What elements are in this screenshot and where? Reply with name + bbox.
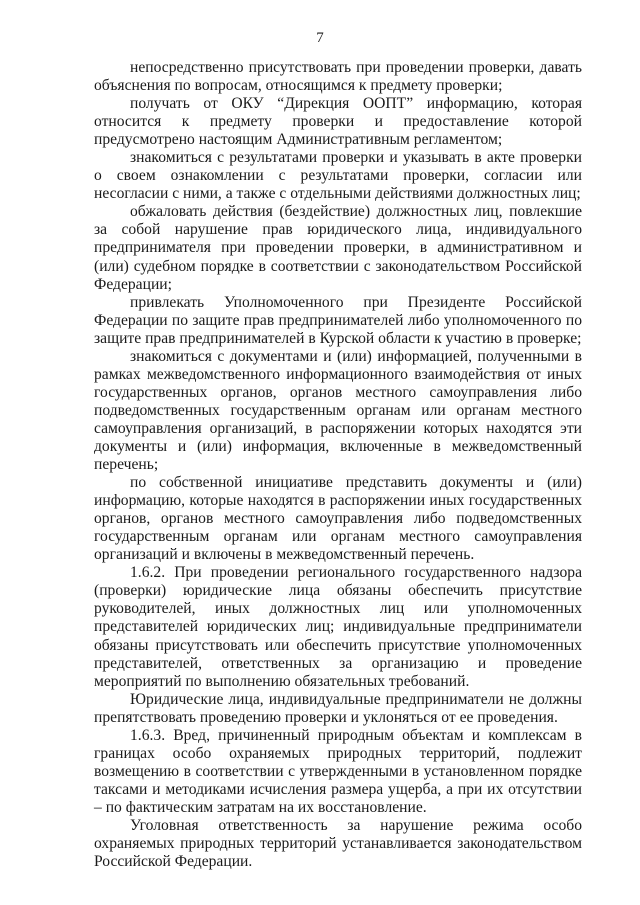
- paragraph-no-obstruction: Юридические лица, индивидуальные предприниматели не должны препятствовать проведению проверки и уклоняться от ее проведения.: [94, 690, 582, 726]
- paragraph-section-1-6-2: 1.6.2. При проведении регионального государственного надзора (проверки) юридические лица обязаны обеспечить присутствие руководителей, иных должностных лиц или уполномоченных представителей юридических лиц; индивидуальные предприниматели обязаны присутствовать или обеспечить присутствие уполномоченных представителей, ответственных за организацию и проведение мероприятий по выполнению обязательных требований.: [94, 564, 582, 690]
- paragraph-section-1-6-3: 1.6.3. Вред, причиненный природным объектам и комплексам в границах особо охраняемых природных территорий, подлежит возмещению в соответствии с утвержденными в установленном порядке таксами и методиками исчисления размера ущерба, а при их отсутствии – по фактическим затратам на их восстановление.: [94, 726, 582, 816]
- paragraph-right-receive-information: получать от ОКУ “Дирекция ООПТ” информацию, которая относится к предмету проверки и предоставление которой предусмотрено настоящим Административным регламентом;: [94, 95, 582, 149]
- paragraph-criminal-liability: Уголовная ответственность за нарушение режима особо охраняемых природных территорий устанавливается законодательством Российской Федерации.: [94, 816, 582, 871]
- paragraph-right-involve-ombudsman: привлекать Уполномоченного при Президенте Российской Федерации по защите прав предпринимателей либо уполномоченного по защите прав предпринимателей в Курской области к участию в проверке;: [94, 293, 582, 347]
- paragraph-right-review-documents: знакомиться с документами и (или) информацией, полученными в рамках межведомственного информационного взаимодействия от иных государственных органов, органов местного самоуправления либо подведомственных государственным органам или органам местного самоуправления организаций, в распоряжении которых находятся эти документы и (или) информация, включенные в межведомственный перечень;: [94, 347, 582, 474]
- paragraph-right-submit-documents: по собственной инициативе представить документы и (или) информацию, которые находятся в распоряжении иных государственных органов, органов местного самоуправления либо подведомственных государственным органам или органам местного самоуправления организаций и включены в межведомственный перечень.: [94, 474, 582, 564]
- document-body: [94, 59, 582, 871]
- paragraph-right-appeal: обжаловать действия (бездействие) должностных лиц, повлекшие за собой нарушение прав юридического лица, индивидуального предпринимателя при проведении проверки, в административном и (или) судебном порядке в соответствии с законодательством Российской Федерации;: [94, 203, 582, 293]
- paragraph-right-review-results: знакомиться с результатами проверки и указывать в акте проверки о своем ознакомлении с результатами проверки, согласии или несогласии с ними, а также с отдельными действиями должностных лиц;: [94, 149, 582, 203]
- page-number: 7: [316, 30, 324, 46]
- paragraph-right-be-present: непосредственно присутствовать при проведении проверки, давать объяснения по вопросам, относящимся к предмету проверки;: [94, 59, 582, 95]
